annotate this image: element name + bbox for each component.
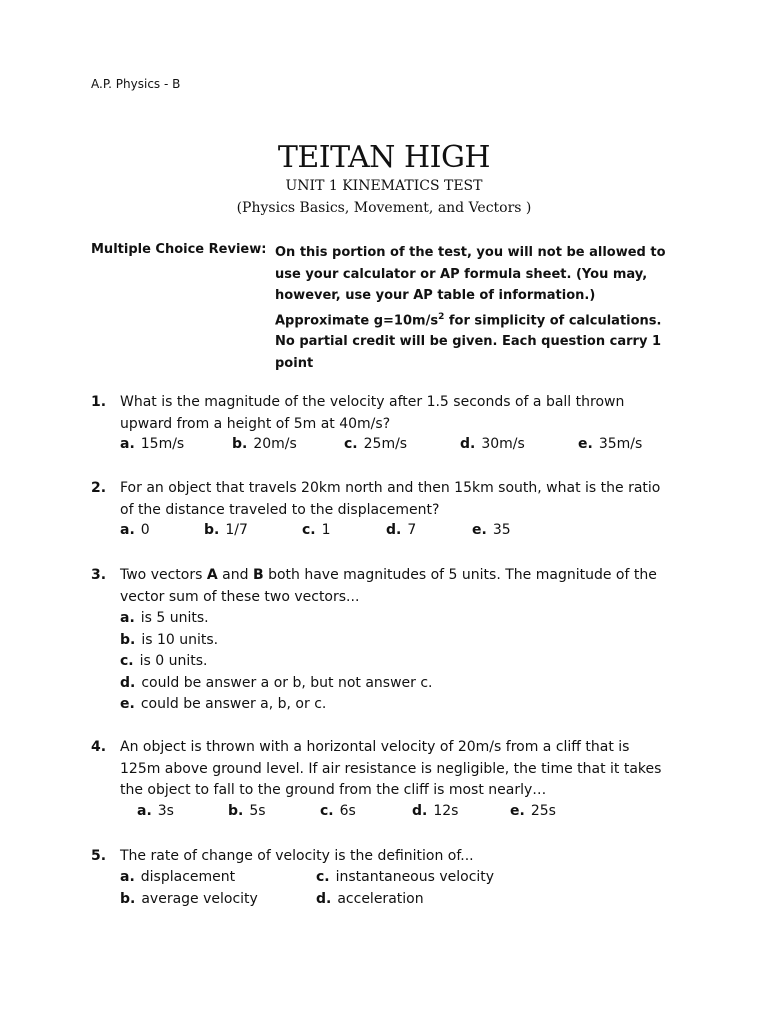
answer-option[interactable]	[137, 803, 174, 819]
answer-option[interactable]	[320, 803, 356, 819]
answer-option[interactable]	[412, 803, 458, 819]
instructions-line: however, use your AP table of information.)	[275, 288, 596, 303]
unit-title: UNIT 1 KINEMATICS TEST	[285, 178, 483, 194]
option-text: acceleration	[337, 891, 424, 907]
option-letter: d.	[386, 522, 402, 538]
question-number: 4.	[91, 739, 107, 755]
option-letter: d.	[460, 436, 476, 452]
question-text	[120, 478, 720, 521]
answer-option[interactable]	[120, 522, 150, 538]
option-text: instantaneous velocity	[335, 869, 495, 885]
instructions-line: On this portion of the test, you will not be allowed to	[275, 245, 666, 260]
option-letter: e.	[472, 522, 487, 538]
option-letter: d.	[120, 674, 136, 691]
answer-option[interactable]	[120, 630, 433, 652]
course-label: A.P. Physics - B	[91, 77, 181, 91]
question-line: The rate of change of velocity is the definition of...	[120, 848, 474, 864]
question-line: What is the magnitude of the velocity after 1.5 seconds of a ball thrown	[120, 394, 625, 410]
answer-option[interactable]	[510, 803, 556, 819]
question-line: the object to fall to the ground from the cliff is most nearly…	[120, 782, 547, 798]
option-text: 30m/s	[481, 436, 525, 452]
question-segment: both have magnitudes of 5 units. The magnitude of the	[263, 567, 657, 583]
option-letter: b.	[120, 891, 136, 907]
option-text: 7	[407, 522, 417, 538]
option-text: is 0 units.	[139, 653, 208, 669]
question-segment: and	[217, 567, 253, 583]
option-text: 35	[492, 522, 511, 538]
option-text: 0	[140, 522, 150, 538]
instructions-gravity-tail: for simplicity of calculations.	[444, 312, 662, 328]
option-letter: e.	[510, 803, 525, 819]
answer-option[interactable]	[386, 522, 416, 538]
answer-option[interactable]	[472, 522, 511, 538]
option-text: displacement	[140, 869, 236, 885]
option-text: 15m/s	[140, 436, 185, 452]
option-letter: e.	[120, 696, 135, 712]
option-letter: b.	[204, 522, 220, 538]
question-line: For an object that travels 20km north and then 15km south, what is the ratio	[120, 480, 661, 496]
option-letter: d.	[316, 891, 332, 907]
question-line: 125m above ground level. If air resistance is negligible, the time that it takes	[120, 760, 662, 777]
question-line: An object is thrown with a horizontal velocity of 20m/s from a cliff that is	[120, 739, 630, 755]
answer-option[interactable]	[120, 436, 184, 452]
superscript: 2	[438, 311, 445, 322]
answer-option[interactable]	[120, 651, 433, 673]
option-text: 5s	[249, 803, 266, 819]
option-letter: a.	[120, 610, 135, 626]
option-text: is 5 units.	[140, 610, 209, 626]
option-letter: a.	[120, 522, 135, 538]
answer-option[interactable]	[120, 891, 258, 907]
vector-a-label: A	[206, 567, 218, 583]
answer-option[interactable]	[120, 608, 433, 630]
option-letter: b.	[232, 436, 248, 452]
instructions-line: No partial credit will be given. Each question carry 1	[275, 334, 661, 350]
answer-option[interactable]	[204, 522, 248, 538]
option-text: average velocity	[141, 891, 258, 907]
option-text: 1/7	[225, 522, 248, 538]
answer-option[interactable]	[302, 522, 331, 538]
option-letter: e.	[578, 436, 593, 452]
vector-b-label: B	[252, 567, 264, 583]
answer-option[interactable]	[120, 673, 433, 695]
instructions-line	[275, 307, 685, 332]
question-number: 1.	[91, 394, 107, 410]
option-text: 12s	[433, 803, 459, 819]
option-letter: b.	[228, 803, 244, 819]
question-line: vector sum of these two vectors...	[120, 588, 360, 605]
option-text: could be answer a or b, but not answer c.	[141, 674, 433, 691]
option-letter: c.	[302, 522, 316, 538]
question-text	[120, 565, 720, 608]
school-title: TEITAN HIGH	[277, 140, 491, 175]
question-text	[120, 392, 700, 435]
question-number: 2.	[91, 480, 107, 496]
answer-option[interactable]	[120, 869, 235, 885]
option-text: 35m/s	[598, 436, 643, 452]
option-letter: a.	[120, 436, 135, 452]
option-letter: b.	[120, 631, 136, 648]
question-line: of the distance traveled to the displacement?	[120, 501, 440, 518]
instructions-line: use your calculator or AP formula sheet. (You may,	[275, 266, 648, 282]
question-line: upward from a height of 5m at 40m/s?	[120, 415, 391, 432]
option-text: 1	[321, 522, 331, 538]
unit-topics: (Physics Basics, Movement, and Vectors )	[236, 200, 532, 216]
answer-option[interactable]	[316, 891, 424, 907]
instructions-text	[275, 242, 685, 374]
option-text: 25m/s	[363, 436, 408, 452]
instructions-gravity-text: Approximate g=10m/s	[275, 312, 439, 328]
answer-list	[120, 608, 433, 716]
question-text	[120, 737, 720, 802]
answer-option[interactable]	[316, 869, 494, 885]
question-segment: Two vectors	[120, 567, 207, 583]
option-letter: c.	[316, 869, 330, 885]
option-letter: a.	[120, 869, 135, 885]
answer-option[interactable]	[460, 436, 525, 452]
option-letter: c.	[320, 803, 334, 819]
option-text: is 10 units.	[141, 631, 219, 648]
option-text: 20m/s	[253, 436, 297, 452]
answer-option[interactable]	[344, 436, 407, 452]
option-letter: c.	[120, 653, 134, 669]
answer-option[interactable]	[120, 694, 433, 716]
question-text	[120, 846, 720, 868]
option-text: could be answer a, b, or c.	[140, 696, 327, 712]
option-letter: a.	[137, 803, 152, 819]
question-number: 3.	[91, 567, 107, 583]
option-text: 6s	[339, 803, 356, 819]
question-line	[120, 565, 720, 587]
instructions-line: point	[275, 355, 314, 371]
instructions-label: Multiple Choice Review:	[91, 242, 267, 257]
option-letter: d.	[412, 803, 428, 819]
answer-option[interactable]	[578, 436, 642, 452]
question-number: 5.	[91, 848, 107, 864]
answer-option[interactable]	[228, 803, 266, 819]
option-text: 25s	[530, 803, 556, 819]
option-text: 3s	[157, 803, 174, 819]
answer-option[interactable]	[232, 436, 297, 452]
option-letter: c.	[344, 436, 358, 452]
